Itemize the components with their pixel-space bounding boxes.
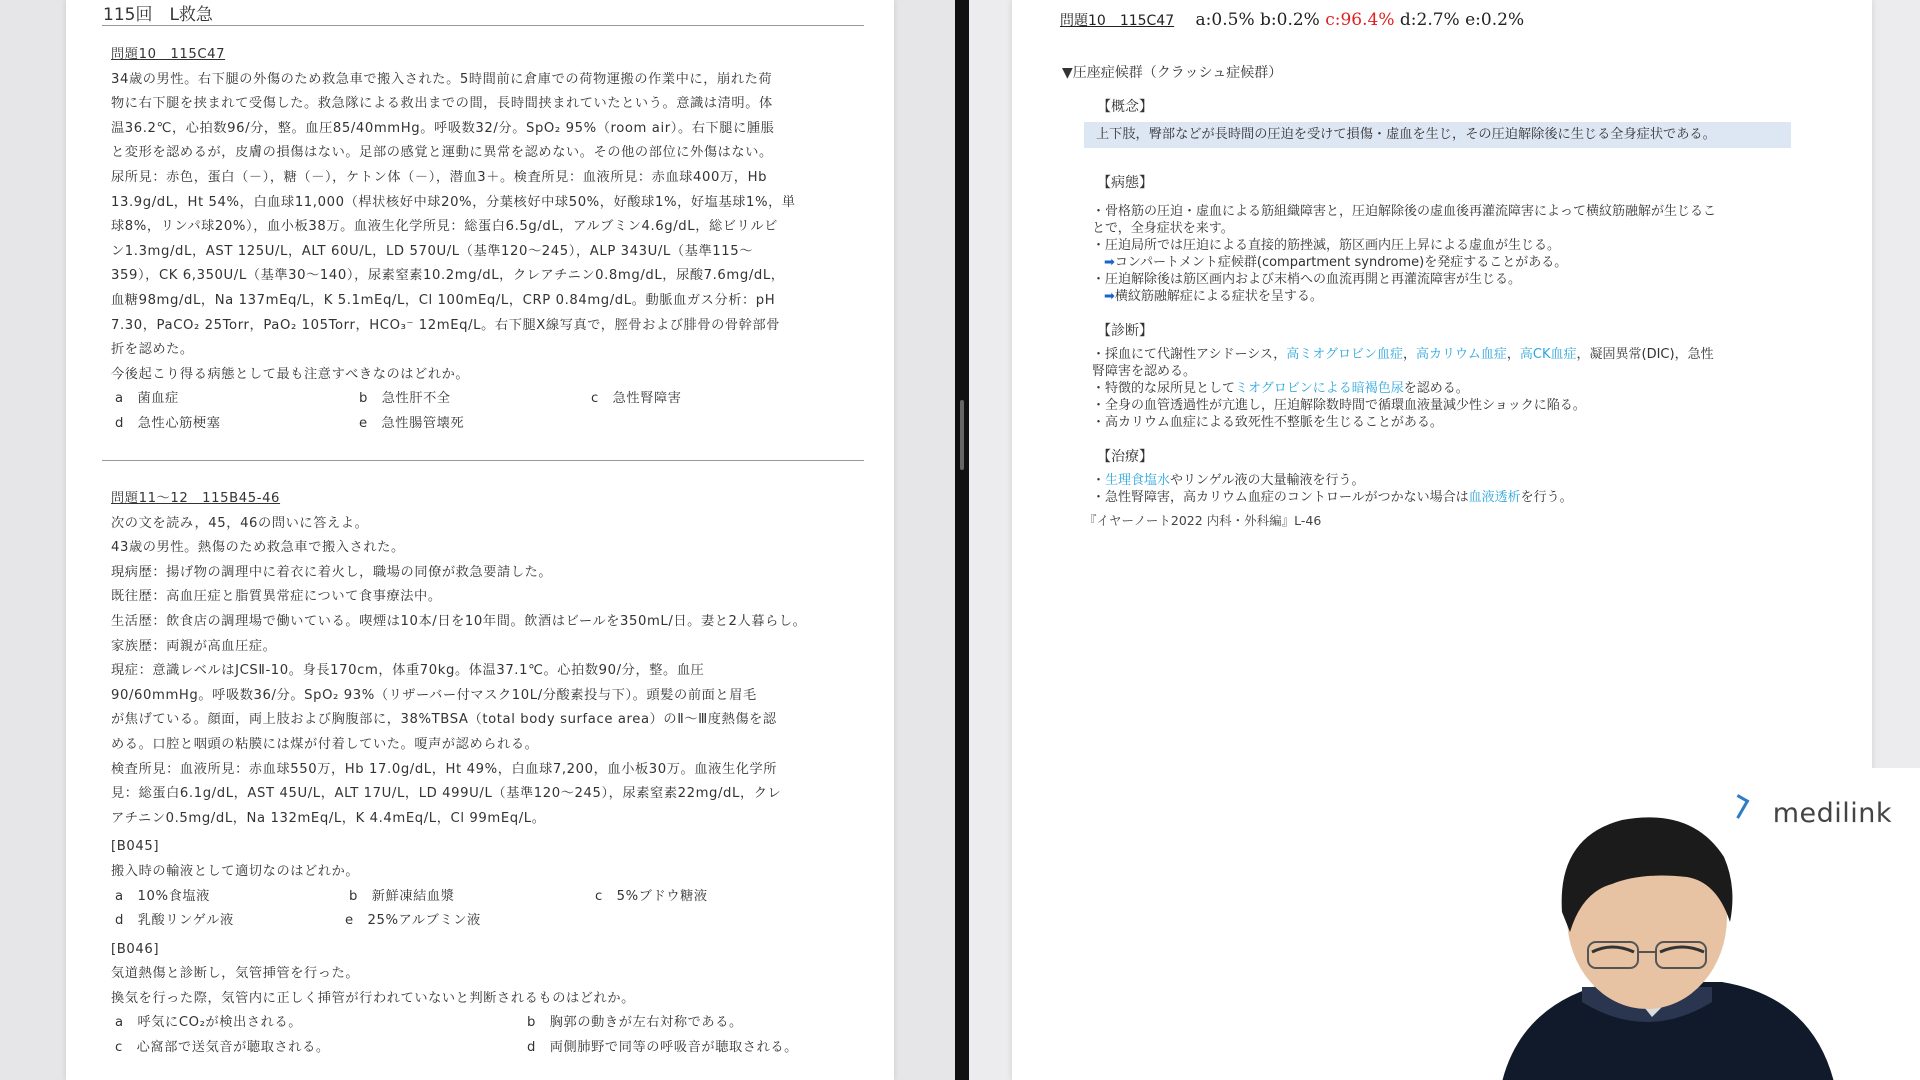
b045-choices-row [111,909,866,934]
q11-line: が焦げている。顔面，両上肢および胸腹部に，38%TBSA（total body surface area）のⅡ～Ⅲ度熱傷を認 [111,712,777,728]
q10-line: と変形を認めるが，皮膚の損傷はない。足部の感覚と運動に異常を認めない。その他の部位に外傷はない。 [111,145,773,161]
pathology-subitem-text: コンパートメント症候群(compartment syndrome)を発症することがある。 [1114,255,1568,270]
q10-choices-row [111,387,866,412]
split-view-divider[interactable] [955,0,969,1080]
choice-a: a 呼気にCO₂が検出される。 [115,1015,303,1031]
diagnosis-item [1092,346,1792,363]
pathology-item: ・骨格筋の圧迫・虚血による筋組織障害と，圧迫解除後の虚血後再灌流障害によって横紋筋融解が生じるこ [1092,204,1717,219]
header-divider [102,25,864,26]
diagnosis-text: ， [1402,347,1416,362]
page-header: 115回 L救急 [103,5,213,25]
highlight-term: ミオグロビンによる暗褐色尿 [1235,381,1404,396]
q10-line: 359），CK 6,350U/L（基準30～140），尿素窒素10.2mg/dL，クレアチニン0.8mg/dL，尿酸7.6mg/dL， [111,268,785,284]
b045-label: [B045] [111,839,160,855]
choice-d: d 乳酸リンゲル液 [115,913,234,929]
answer-a-rate: a:0.5% [1195,10,1255,30]
concept-heading: 【概念】 [1097,99,1153,115]
left-viewer-pane[interactable] [0,0,955,1080]
pathology-heading: 【病態】 [1097,175,1153,191]
pathology-subitem-text: 横紋筋融解症による症状を呈する。 [1114,289,1323,304]
choice-c: c 心窩部で送気音が聴取される。 [115,1040,330,1056]
diagnosis-item [1092,380,1792,397]
highlight-term: 高CK血症 [1519,347,1577,362]
question-divider [102,460,864,461]
diagnosis-text: ， [1506,347,1520,362]
q11-line: める。口腔と咽頭の粘膜には煤が付着していた。嗄声が認められる。 [111,736,539,752]
arrow-right-icon: ➡ [1104,255,1115,270]
pathology-item: ・圧迫局所では圧迫による直接的筋挫滅，筋区画内圧上昇による虚血が生じる。 [1092,238,1561,253]
q11-line: 既往歴：高血圧症と脂質異常症について食事療法中。 [111,589,442,605]
q11-line: 生活歴：飲食店の調理場で働いている。喫煙は10本/日を10年間。飲酒はビールを350mL/日。妻と2人暮らし。 [111,613,807,629]
q10-line: 34歳の男性。右下腿の外傷のため救急車で搬入された。5時間前に倉庫での荷物運搬の作業中に，崩れた荷 [111,71,773,87]
highlight-term: 生理食塩水 [1105,473,1171,488]
source-citation: 『イヤーノート2022 内科・外科編』L-46 [1084,513,1322,528]
choice-d: d 急性心筋梗塞 [115,415,221,431]
choice-a: a 菌血症 [115,391,179,407]
b046-choices-row [111,1011,866,1036]
question-id: 問題10 115C47 [1060,13,1175,29]
q11-line: 検査所見：血液所見：赤血球550万，Hb 17.0g/dL，Ht 49%，白血球7,200，血小板30万。血液生化学所 [111,761,778,777]
topic-title: ▼圧座症候群（クラッシュ症候群） [1062,65,1283,81]
pathology-item: とで，全身症状を来す。 [1092,221,1234,236]
choice-c: c 急性腎障害 [591,391,682,407]
question-11-12-id: 問題11～12 115B45-46 [111,491,281,506]
concept-definition: 上下肢，臀部などが長時間の圧迫を受けて損傷・虚血を生じ，その圧迫解除後に生じる全身症状である。 [1084,122,1791,148]
q10-line: 血糖98mg/dL，Na 137mEq/L，K 5.1mEq/L，Cl 100mEq/L，CRP 0.84mg/dL。動脈血ガス分析：pH [111,292,776,308]
pathology-item: ・圧迫解除後は筋区画内および末梢への血流再開と再灌流障害が生じる。 [1092,272,1522,287]
webcam-overlay [1402,768,1920,1080]
choice-a: a 10%食塩液 [115,888,210,904]
choice-d: d 両側肺野で同等の呼吸音が聴取される。 [527,1040,798,1056]
arrow-right-icon: ➡ [1104,289,1115,304]
q11-line: アチニン0.5mg/dL，Na 132mEq/L，K 4.4mEq/L，Cl 99mEq/L。 [111,810,546,826]
diagnosis-text: を認める。 [1403,381,1469,396]
b046-line: 気道熱傷と診断し，気管挿管を行った。 [111,966,360,982]
b045-choices-row [111,885,866,910]
pathology-subitem [1092,288,1792,305]
q10-question: 今後起こり得る病態として最も注意すべきなのはどれか。 [111,366,470,382]
choice-e: e 急性腸管壊死 [359,415,465,431]
question-10-block [111,43,866,437]
choice-c: c 5%ブドウ糖液 [595,888,708,904]
answer-c-rate-correct: c:96.4% [1325,10,1395,30]
treatment-list [1092,472,1792,506]
answer-rate-line [1060,10,1524,30]
answer-b-rate: b:0.2% [1260,10,1320,30]
treatment-item [1092,472,1792,489]
diagnosis-heading: 【診断】 [1097,323,1153,339]
treatment-item [1092,489,1792,506]
q10-choices-row [111,412,866,437]
question-11-12-block [111,487,866,1061]
q11-line: 見：総蛋白6.1g/dL，AST 45U/L，ALT 17U/L，LD 499U/L（基準120～245），尿素窒素22mg/dL，クレ [111,786,782,802]
treatment-text: やリンゲル液の大量輸液を行う。 [1170,473,1365,488]
diagnosis-text: ・特徴的な尿所見として [1092,381,1236,396]
divider-drag-handle[interactable] [960,400,964,470]
pathology-list [1092,203,1792,305]
q10-line: ン1.3mg/dL，AST 125U/L，ALT 60U/L，LD 570U/L（基準120～245），ALP 343U/L（基準115～ [111,243,753,259]
choice-e: e 25%アルブミン液 [345,913,481,929]
highlight-term: 高ミオグロビン血症 [1286,347,1403,362]
diagnosis-text: ，凝固異常(DIC)，急性 [1576,347,1714,362]
q11-line: 現症：意識レベルはJCSⅡ-10。身長170cm，体重70kg。体温37.1℃。心拍数90/分，整。血圧 [111,663,705,679]
pathology-subitem [1092,254,1792,271]
choice-b: b 胸郭の動きが左右対称である。 [527,1015,743,1031]
treatment-heading: 【治療】 [1097,449,1153,465]
q11-line: 現病歴：揚げ物の調理中に着衣に着火し，職場の同僚が救急要請した。 [111,564,553,580]
q10-line: 13.9g/dL，Ht 54%，白血球11,000（桿状核好中球20%，分葉核好中球50%，好酸球1%，好塩基球1%，単 [111,194,796,210]
b046-label: [B046] [111,941,160,957]
b046-question: 換気を行った際，気管内に正しく挿管が行われていないと判断されるものはどれか。 [111,990,635,1006]
q11-line: 90/60mmHg。呼吸数36/分。SpO₂ 93%（リザーバー付マスク10L/分酸素投与下）。頭髪の前面と眉毛 [111,687,757,703]
answer-d-rate: d:2.7% [1399,10,1460,30]
diagnosis-item: ・高カリウム血症による致死性不整脈を生じることがある。 [1092,415,1443,430]
highlight-term: 高カリウム血症 [1416,347,1507,362]
diagnosis-item: 腎障害を認める。 [1092,364,1197,379]
question-10-id: 問題10 115C47 [111,47,226,62]
q10-line: 7.30，PaCO₂ 25Torr，PaO₂ 105Torr，HCO₃⁻ 12mEq/L。右下腿X線写真で，脛骨および腓骨の骨幹部骨 [111,317,781,333]
choice-b: b 急性肝不全 [359,391,451,407]
diagnosis-list [1092,346,1792,431]
presenter-video [1462,792,1842,1080]
treatment-text: を行う。 [1520,490,1573,505]
q10-line: 球8%，リンパ球20%），血小板38万。血液生化学所見：総蛋白6.5g/dL，アルブミン4.6g/dL，総ビリルビ [111,219,778,235]
q10-line: 折を認めた。 [111,342,194,358]
treatment-text: ・急性腎障害，高カリウム血症のコントロールがつかない場合は [1092,490,1469,505]
b045-question: 搬入時の輸液として適切なのはどれか。 [111,863,360,879]
q10-line: 温36.2℃，心拍数96/分，整。血圧85/40mmHg。呼吸数32/分。SpO₂ 95%（room air）。右下腿に腫脹 [111,120,775,136]
b046-choices-row [111,1036,866,1061]
q11-line: 次の文を読み，45，46の問いに答えよ。 [111,515,369,531]
diagnosis-text: ・採血にて代謝性アシドーシス， [1092,347,1287,362]
answer-e-rate: e:0.2% [1465,10,1525,30]
q11-line: 43歳の男性。熱傷のため救急車で搬入された。 [111,540,405,556]
q10-line: 物に右下腿を挟まれて受傷した。救急隊による救出までの間，長時間挟まれていたという。意識は清明。体 [111,96,773,112]
q11-line: 家族歴：両親が高血圧症。 [111,638,277,654]
q10-line: 尿所見：赤色，蛋白（－），糖（－），ケトン体（－），潜血3＋。検査所見：血液所見：赤血球400万，Hb [111,169,768,185]
brand-logo: medilink [1772,798,1892,829]
treatment-text: ・ [1092,473,1106,488]
choice-b: b 新鮮凍結血漿 [349,888,455,904]
question-page[interactable] [66,0,894,1080]
diagnosis-item: ・全身の血管透過性が亢進し，圧迫解除数時間で循環血液量減少性ショックに陥る。 [1092,398,1586,413]
highlight-term: 血液透析 [1468,490,1521,505]
